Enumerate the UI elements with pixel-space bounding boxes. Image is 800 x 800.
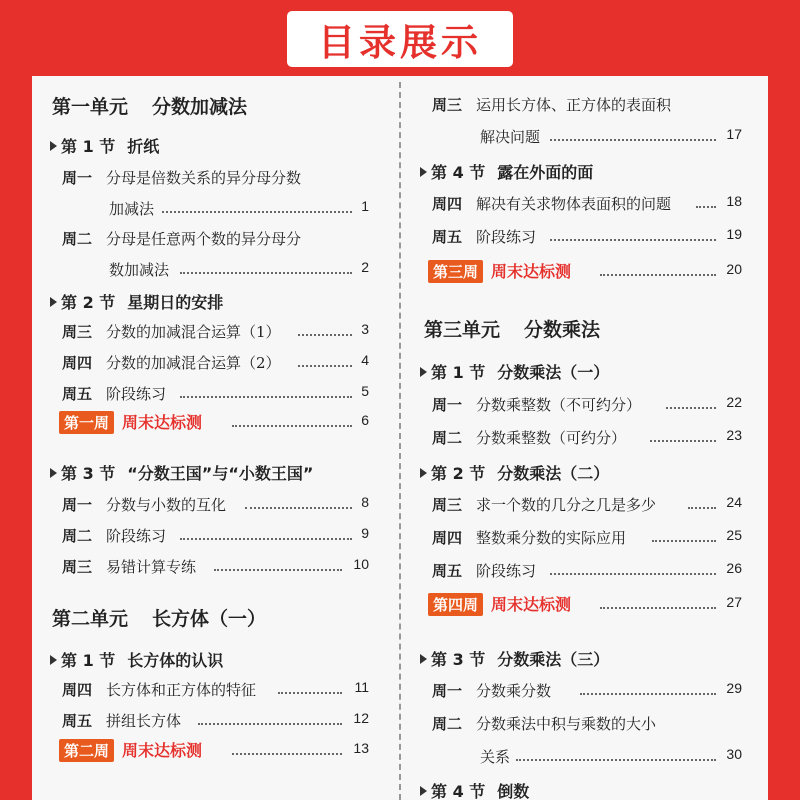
leader-dots bbox=[550, 573, 716, 575]
leader-dots bbox=[550, 239, 716, 241]
section-heading bbox=[50, 648, 223, 671]
unit-heading bbox=[424, 315, 600, 342]
section-heading bbox=[420, 779, 529, 800]
leader-dots bbox=[696, 206, 716, 208]
page-number: 13 bbox=[353, 740, 369, 756]
weekend-test-entry[interactable] bbox=[59, 738, 202, 762]
toc-entry[interactable] bbox=[432, 494, 656, 515]
leader-dots bbox=[198, 723, 342, 725]
toc-entry[interactable] bbox=[432, 527, 626, 548]
entry-day: 周四 bbox=[62, 354, 93, 372]
page-number: 25 bbox=[726, 527, 742, 543]
section-title: 分数乘法（一） bbox=[497, 363, 610, 382]
toc-entry[interactable] bbox=[62, 494, 226, 515]
weekend-test-title: 周末达标测 bbox=[122, 741, 203, 760]
section-title: 星期日的安排 bbox=[127, 293, 224, 312]
page-number: 5 bbox=[361, 383, 369, 399]
entry-day: 周一 bbox=[432, 682, 463, 700]
entry-continuation: 加减法 bbox=[109, 200, 155, 218]
page-number: 2 bbox=[361, 259, 369, 275]
entry-title: 分数与小数的互化 bbox=[106, 496, 227, 514]
unit-label: 第一单元 bbox=[52, 96, 129, 118]
entry-day: 周一 bbox=[432, 396, 463, 414]
leader-dots bbox=[245, 507, 352, 509]
page-number: 17 bbox=[726, 126, 742, 142]
unit-label: 第二单元 bbox=[52, 608, 129, 630]
page-number: 9 bbox=[361, 525, 369, 541]
toc-entry[interactable] bbox=[62, 710, 181, 731]
leader-dots bbox=[162, 211, 352, 213]
weekend-test-title: 周末达标测 bbox=[122, 413, 203, 432]
page-number: 8 bbox=[361, 494, 369, 510]
entry-day: 周四 bbox=[62, 681, 93, 699]
entry-day: 周一 bbox=[62, 169, 93, 187]
section-title: 折纸 bbox=[127, 137, 160, 156]
leader-dots bbox=[298, 365, 352, 367]
page-number: 22 bbox=[726, 394, 742, 410]
entry-day: 周五 bbox=[432, 562, 463, 580]
week-badge: 第四周 bbox=[428, 593, 483, 616]
section-label: 第 4 节 bbox=[431, 163, 486, 182]
week-badge: 第三周 bbox=[428, 260, 483, 283]
page-number: 29 bbox=[726, 680, 742, 696]
section-label: 第 2 节 bbox=[61, 293, 116, 312]
page-number: 26 bbox=[726, 560, 742, 576]
section-heading bbox=[50, 290, 223, 313]
page-number: 12 bbox=[353, 710, 369, 726]
entry-day: 周三 bbox=[432, 496, 463, 514]
entry-title: 分数的加减混合运算（1） bbox=[106, 323, 281, 341]
weekend-test-entry[interactable] bbox=[428, 259, 571, 283]
leader-dots bbox=[600, 607, 716, 609]
entry-continuation: 关系 bbox=[480, 748, 511, 766]
toc-entry[interactable] bbox=[62, 167, 301, 188]
toc-entry[interactable] bbox=[62, 228, 301, 249]
toc-entry[interactable] bbox=[432, 427, 626, 448]
triangle-bullet-icon bbox=[420, 654, 427, 664]
unit-heading bbox=[52, 92, 247, 119]
section-heading bbox=[420, 461, 609, 484]
entry-day: 周一 bbox=[62, 496, 93, 514]
toc-entry[interactable] bbox=[432, 560, 536, 581]
triangle-bullet-icon bbox=[50, 655, 57, 665]
leader-dots bbox=[580, 693, 716, 695]
page-number: 6 bbox=[361, 412, 369, 428]
entry-day: 周四 bbox=[432, 195, 463, 213]
entry-title: 分数乘整数（不可约分） bbox=[476, 396, 642, 414]
toc-entry[interactable] bbox=[432, 680, 551, 701]
toc-entry[interactable] bbox=[432, 193, 671, 214]
week-badge: 第二周 bbox=[59, 739, 114, 762]
section-heading bbox=[50, 134, 159, 157]
entry-day: 周五 bbox=[62, 385, 93, 403]
entry-title: 整数乘分数的实际应用 bbox=[476, 529, 627, 547]
entry-day: 周二 bbox=[432, 429, 463, 447]
section-title: 分数乘法（三） bbox=[497, 650, 610, 669]
leader-dots bbox=[652, 540, 716, 542]
entry-day: 周二 bbox=[62, 230, 93, 248]
leader-dots bbox=[180, 272, 352, 274]
section-label: 第 1 节 bbox=[431, 363, 486, 382]
entry-title: 分数乘整数（可约分） bbox=[476, 429, 627, 447]
page-number: 19 bbox=[726, 226, 742, 242]
entry-title: 阶段练习 bbox=[106, 527, 167, 545]
leader-dots bbox=[214, 569, 342, 571]
toc-entry[interactable] bbox=[62, 525, 166, 546]
entry-day: 周三 bbox=[432, 96, 463, 114]
entry-day: 周三 bbox=[62, 558, 93, 576]
page-number: 10 bbox=[353, 556, 369, 572]
weekend-test-entry[interactable] bbox=[59, 410, 202, 434]
unit-label: 第三单元 bbox=[424, 319, 501, 341]
entry-title: 易错计算专练 bbox=[106, 558, 197, 576]
leader-dots bbox=[666, 407, 716, 409]
unit-title: 分数乘法 bbox=[524, 319, 601, 341]
entry-title: 分母是任意两个数的异分母分 bbox=[106, 230, 302, 248]
toc-entry[interactable] bbox=[432, 713, 656, 734]
leader-dots bbox=[298, 334, 352, 336]
section-title: 露在外面的面 bbox=[497, 163, 594, 182]
entry-title: 分数的加减混合运算（2） bbox=[106, 354, 281, 372]
section-title: “分数王国”与“小数王国” bbox=[127, 464, 314, 483]
toc-entry[interactable] bbox=[432, 394, 641, 415]
weekend-test-entry[interactable] bbox=[428, 592, 571, 616]
entry-title: 解决有关求物体表面积的问题 bbox=[476, 195, 672, 213]
entry-day: 周二 bbox=[432, 715, 463, 733]
page-number: 24 bbox=[726, 494, 742, 510]
leader-dots bbox=[232, 753, 342, 755]
page-number: 27 bbox=[726, 594, 742, 610]
toc-entry[interactable] bbox=[62, 321, 281, 342]
unit-heading bbox=[52, 604, 266, 631]
unit-title: 长方体（一） bbox=[152, 608, 267, 630]
toc-entry[interactable] bbox=[432, 226, 536, 247]
triangle-bullet-icon bbox=[50, 468, 57, 478]
entry-day: 周三 bbox=[62, 323, 93, 341]
entry-title: 运用长方体、正方体的表面积 bbox=[476, 96, 672, 114]
triangle-bullet-icon bbox=[50, 297, 57, 307]
section-heading bbox=[50, 461, 313, 484]
triangle-bullet-icon bbox=[50, 141, 57, 151]
week-badge: 第一周 bbox=[59, 411, 114, 434]
leader-dots bbox=[550, 139, 716, 141]
page-number: 4 bbox=[361, 352, 369, 368]
unit-title: 分数加减法 bbox=[152, 96, 248, 118]
section-label: 第 3 节 bbox=[431, 650, 486, 669]
toc-entry[interactable] bbox=[62, 352, 281, 373]
page-number: 11 bbox=[354, 679, 369, 695]
section-heading bbox=[420, 647, 609, 670]
toc-entry[interactable] bbox=[62, 556, 196, 577]
section-title: 长方体的认识 bbox=[127, 651, 224, 670]
entry-title: 分数乘法中积与乘数的大小 bbox=[476, 715, 657, 733]
section-label: 第 1 节 bbox=[61, 137, 116, 156]
leader-dots bbox=[516, 759, 716, 761]
page-number: 23 bbox=[726, 427, 742, 443]
page-number: 18 bbox=[726, 193, 742, 209]
leader-dots bbox=[180, 538, 352, 540]
leader-dots bbox=[278, 692, 342, 694]
entry-title: 阶段练习 bbox=[106, 385, 167, 403]
entry-title: 阶段练习 bbox=[476, 228, 537, 246]
triangle-bullet-icon bbox=[420, 367, 427, 377]
toc-entry[interactable] bbox=[62, 383, 166, 404]
section-title: 倒数 bbox=[497, 782, 530, 800]
entry-title: 阶段练习 bbox=[476, 562, 537, 580]
leader-dots bbox=[180, 396, 352, 398]
weekend-test-title: 周末达标测 bbox=[491, 595, 572, 614]
section-label: 第 2 节 bbox=[431, 464, 486, 483]
section-label: 第 4 节 bbox=[431, 782, 486, 800]
entry-day: 周二 bbox=[62, 527, 93, 545]
section-heading bbox=[420, 360, 609, 383]
entry-day: 周五 bbox=[62, 712, 93, 730]
banner-title: 目录展示 bbox=[318, 21, 482, 64]
entry-title: 分数乘分数 bbox=[476, 682, 552, 700]
weekend-test-title: 周末达标测 bbox=[491, 262, 572, 281]
leader-dots bbox=[650, 440, 716, 442]
entry-title: 拼组长方体 bbox=[106, 712, 182, 730]
entry-continuation: 解决问题 bbox=[480, 128, 541, 146]
entry-title: 求一个数的几分之几是多少 bbox=[476, 496, 657, 514]
toc-entry[interactable] bbox=[432, 94, 671, 115]
leader-dots bbox=[232, 425, 352, 427]
page-number: 30 bbox=[726, 746, 742, 762]
leader-dots bbox=[688, 507, 716, 509]
section-heading bbox=[420, 160, 593, 183]
page-number: 3 bbox=[361, 321, 369, 337]
triangle-bullet-icon bbox=[420, 468, 427, 478]
leader-dots bbox=[600, 274, 716, 276]
toc-entry[interactable] bbox=[62, 679, 256, 700]
entry-title: 长方体和正方体的特征 bbox=[106, 681, 257, 699]
entry-title: 分母是倍数关系的异分母分数 bbox=[106, 169, 302, 187]
toc-right-column bbox=[400, 0, 800, 800]
triangle-bullet-icon bbox=[420, 167, 427, 177]
entry-day: 周四 bbox=[432, 529, 463, 547]
page-number: 1 bbox=[361, 198, 369, 214]
entry-continuation: 数加减法 bbox=[109, 261, 170, 279]
section-title: 分数乘法（二） bbox=[497, 464, 610, 483]
triangle-bullet-icon bbox=[420, 786, 427, 796]
entry-day: 周五 bbox=[432, 228, 463, 246]
page-number: 20 bbox=[726, 261, 742, 277]
section-label: 第 3 节 bbox=[61, 464, 116, 483]
section-label: 第 1 节 bbox=[61, 651, 116, 670]
